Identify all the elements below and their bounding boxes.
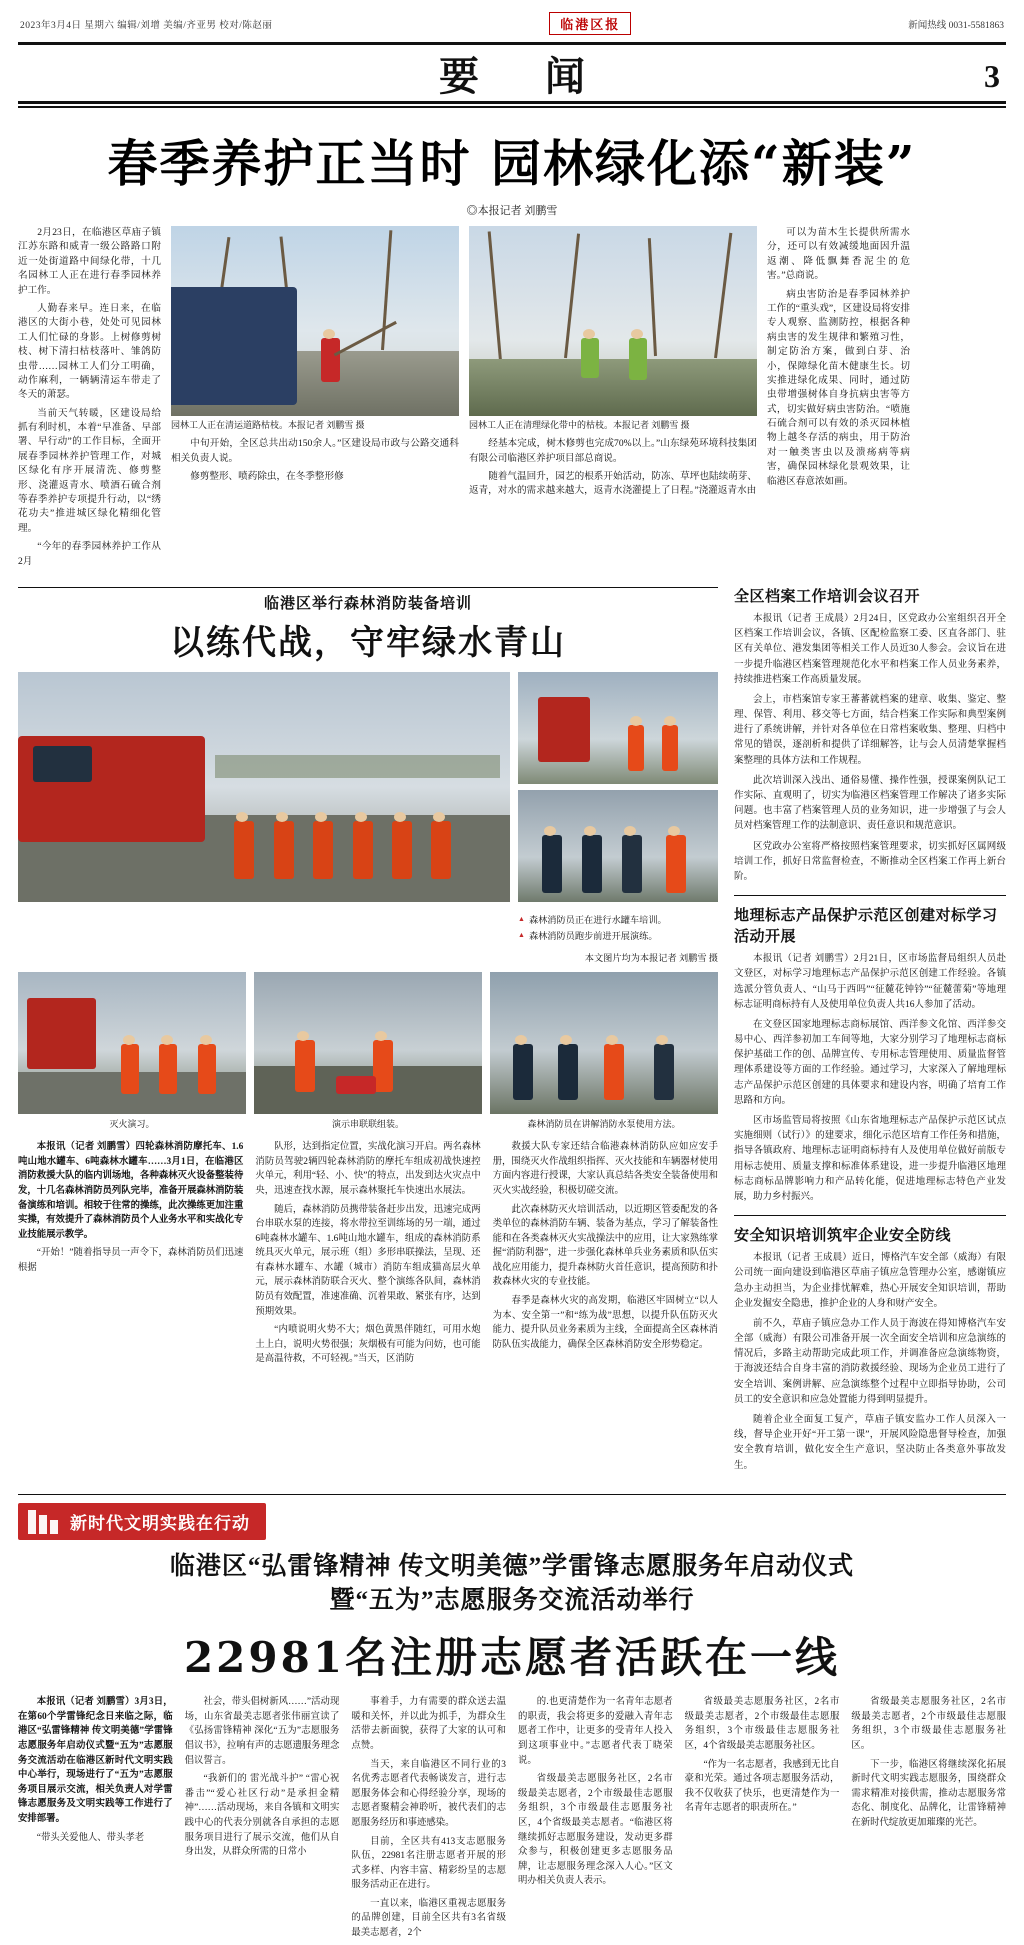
section-title: 要 闻 [439,53,611,100]
fire-side-photos [518,672,718,944]
photo-greenbelt-cleanup [469,226,757,416]
rail-paragraph: 在文登区国家地理标志商标展馆、西洋参文化馆、西洋参交易中心、西洋参初加工车间等地，大家分别学习了地理标志商标保护基础工作的创、品牌宣传、专用标志管理使用、质量监督管理体系建设等方面的工作经验。通过学习，大家深入了解地理标志产品保护示范区创建的具体要求和建设内容，明确了培育工作思路和方向。 [734,1019,1006,1106]
fire-photo-grid [18,672,718,944]
photo-caption: 森林消防员在讲解消防水泵使用方法。 [527,1119,681,1130]
lead-paragraph: 2月23日，在临港区草庙子镇江苏东路和威青一级公路路口附近一处街道路中间绿化带，十几名园林工人正在进行春季园林养护工作。 [18,227,161,296]
publication-date: 2023年3月4日 星期六 编辑/刘增 美编/齐亚男 校对/陈赵丽 [20,20,273,31]
rail-paragraph: 区市场监管局将按照《山东省地理标志产品保护示范区试点实施细则（试行）》的建要求，细化示范区培育工作任务和措施，指导各镇政府、地理标志证明商标持有人及使用单位做好前版专用标志使用、质量支撑和标准体系建设，进一步提升临港区地理标志商标品牌影响力和产品转化能，促进地理标志特色产业发展，助力乡村振兴。 [734,1116,1006,1202]
volunteer-column-5 [685,1695,840,1944]
volunteer-subtitle-line-1: 临港区“弘雷锋精神 传文明美德”学雷锋志愿服务年启动仪式 [169,1552,855,1580]
lead-column-3 [469,226,757,573]
fire-rule [18,587,718,588]
rail-paragraph: 本报讯（记者 王成晨）2月24日，区党政办公室组织召开全区档案工作培训会议，各镇、区配检监察工委、区直各部门、驻区有关单位、港发集团等相关工作人员近30人参会。会议旨在进一步提升临港区档案管理规范化水平和档案工作人员业务素养，持续推进档案工作高质量发展。 [734,613,1006,685]
rail-title: 地理标志产品保护示范区创建对标学习活动开展 [734,908,998,946]
fire-demo-cell [490,972,718,1130]
volunteer-paragraph: 下一步，临港区将继续深化拓展新时代文明实践志愿服务，围绕群众需求精准对接供需，推动志愿服务常态化、制度化、品牌化，让雷锋精神在新时代绽放更加璀璨的光芒。 [851,1759,1006,1828]
photo-pump-instruction [490,972,718,1114]
volunteer-paragraph: 的.也更清楚作为一名青年志愿者的职责，我会将更多的爱融入青年志愿者工作中，让更多的受青年人投入到这项事业中。”志愿者代表丁晓荣说。 [518,1697,673,1766]
lead-paragraph: “今年的春季园林养护工作从2月 [18,541,161,567]
rail-title: 全区档案工作培训会议召开 [734,588,921,605]
lead-paragraph: 可以为苗木生长提供所需水分，还可以有效减缓地面因升温返潮、降低飘舞香泥尘的危害。”总商说。 [767,227,910,282]
fire-training-article [18,585,718,1484]
volunteer-article [18,1494,1006,1945]
fire-body-text [18,1140,718,1371]
rail-paragraph: 此次培训深入浅出、通俗易懂、操作性强，授课案例队记工作实际、直观明了，切实为临港区档案管理工作解决了诸多实际问题。也丰富了档案管理人员的业务知识，进一步增强了与会人员对档案管理工作的法制意识、责任意识和规范意识。 [734,775,1006,832]
lead-column-2 [171,226,459,573]
rail-paragraph: 本报讯（记者 刘鹏雪）2月21日，区市场监督局组织人员赴文登区，对标学习地理标志产品保护示范区创建工作经验。各镇选派分管负责人、“山马于西吗”“征麓花钟钤”“征麓蕾菊”等地理标志证明商标持有人及使用单位负责人共16人参加了活动。 [734,954,1006,1010]
volunteer-column-3 [351,1695,506,1944]
volunteer-body [18,1695,1006,1944]
section-header [18,45,1006,100]
news-hotline: 新闻热线 0031-5581863 [908,20,1004,31]
volunteer-paragraph: 本报讯（记者 刘鹏雪）3月3日，在第60个学雷锋纪念日来临之际，临港区“弘雷锋精神 传文明美德”学雷锋志愿服务年启动仪式暨“五为”志愿服务交流活动在临港区新时代文明实践中心举行，现场进行了“五为”志愿服务项目展示交流，相关负责人对学雷锋志愿服务及文明实践等工作进行了安排部署。 [18,1697,173,1824]
fire-pump-cell [254,972,482,1130]
fire-photo-credit: 本文图片均为本报记者 刘鹏雪 摄 [584,953,718,964]
fire-photo-row-2 [18,972,718,1130]
volunteer-paragraph: “我新们的 雷光战斗护” “雷心祝番击”“爱心社区行动”是承担金精神”……活动现场，来自各镇和文明实践中心的代表分别就各自承担的志愿服务项目进行了展示交流，他们从自身出发，从群众所需的日常小 [184,1774,340,1858]
newspaper-logo: 临港区报 [549,12,631,35]
volunteer-subtitle-line-2: 暨“五为”志愿服务交流活动举行 [329,1586,695,1614]
page-number: 3 [984,58,1000,94]
lead-headline: 春季养护正当时 园林绿化添“新装” [107,134,917,193]
rail-article-geo-indication [734,904,1006,1205]
lead-paragraph: 随着气温回升，园艺的根系开始活动，防冻、草坪也陆续萌芽、返青，对水的需求越来越大，返青水浇灌提上了日程。”浇灌返青水由 [469,470,757,497]
banner-label: 新时代文明实践在行动 [18,1503,266,1540]
lead-paragraph: 人勤春来早。连日来，在临港区的大街小巷，处处可见园林工人们忙碌的身影。上树修剪树枝、树下清扫枯枝落叶、雏鸽防虫带……园林工人们分工明确，动作麻利，一辆辆清运车带走了冬天的萧瑟。 [18,302,161,401]
fire-drill-cell [18,972,246,1130]
lead-article [18,226,1006,573]
lead-column-1 [18,226,161,573]
fire-bullet: ▲ 森林消防员跑步前进开展演练。 [518,929,718,945]
volunteer-paragraph: 一直以来，临港区重视志愿服务的品牌创建，目前全区共有3名省级最美志愿者，2个 [351,1898,506,1938]
fire-paragraph: 救援大队专家还结合临港森林消防队应如应安手册，围绕灭火作战组织指挥、灭火技能和车辆器材使用方面内容进行授课，大家认真总结各类安全装备使用和灭火实战经验，积极切磋交流。 [492,1142,718,1196]
volunteer-headline: 22981名注册志愿者活跃在一线 [183,1633,841,1683]
photo-firefighters-marching [18,672,510,902]
right-rail [734,585,1006,1484]
masthead [18,10,1006,108]
volunteer-paragraph: 目前，全区共有413支志愿服务队伍，22981名注册志愿者开展的形式多样、内容丰富、精彩纷呈的志愿服务活动正在进行。 [351,1836,506,1891]
photo-caption: 灭火演习。 [109,1119,155,1130]
rail-paragraph: 区党政办公室将严格按照档案管理要求，切实抓好区属网级培训工作，抓好日常监督检查，不断推动全区档案工作再上新台阶。 [734,841,1006,882]
rail-article-safety-training [734,1224,1006,1474]
photo-caption: 演示串联联组装。 [331,1119,404,1130]
volunteer-paragraph: 省级最美志愿服务社区，2名市级最美志愿者，2个市级最佳志愿服务组织，3个市级最佳志愿服务社区，4个省级最美志愿者。“临港区将继续抓好志愿服务建设，发动更多群众参与，积极创建更多志愿服务品牌，让志愿服务理念深入人心。”区文明办相关负责人表示。 [518,1774,673,1887]
fire-kicker: 临港区举行森林消防装备培训 [263,595,472,612]
volunteer-column-6 [851,1695,1006,1944]
fire-paragraph: “开始！”随着指导员一声令下，森林消防员们迅速根据 [18,1248,244,1273]
fire-body-column-3 [493,1140,718,1371]
fire-paragraph: 春季是森林火灾的高发期，临港区牢固树立“以人为本、安全第一”和“练为战”思想，以提升队伍防灭火能力、提升队员业务素质为主线，全面提高全区森林消防队伍实战能力，确保全区森林消防安全形势稳定。 [492,1296,718,1350]
fire-body-column-1 [18,1140,243,1371]
volunteer-paragraph: 事着手，力有需要的群众送去温暖和关怀，并以此为抓手，为群众生活带去新面貌，获得了大家的认可和点赞。 [351,1697,506,1752]
masthead-rule-bottom [18,101,1006,104]
fire-paragraph: 本报讯（记者 刘鹏雪）四轮森林消防摩托车、1.6吨山地水罐车、6吨森林水罐车……3月1日，在临港区消防救援大队的临内训场地，各种森林灭火设备整装待发，十几名森林消防员列队完毕，准备开展森林消防装备演练和培训。相较于往常的操练，此次操练更加注重实操，有效提升了森林消防员个人业务水平和实战化专业技能展示教学。 [18,1142,244,1240]
fire-paragraph: 随后，森林消防员携带装备赶步出发，迅速完成两台串联水泵的连接，将水带拉至训练场的另一端，通过6吨森林水罐车、1.6吨山地水罐车，组成的森林消防系统具灭火单元，展示班（组）多形串联操法，呈现、还有森林水罐车、水罐（城市）消防车组成猫高层火单元，展示森林消防联合灭火、整个演练各队间，森林消防员有效配置，准速准确、沉着果敢、紧张有序，达到预期效果。 [255,1204,481,1317]
volunteer-column-4 [518,1695,673,1944]
volunteer-column-1 [18,1695,173,1944]
rail-paragraph: 会上，市档案馆专家王蕃蕃就档案的建章、收集、鉴定、整理、保管、利用、移交等七方面，结合档案工作实际和典型案例进行了系统讲解，并针对各单位在日常档案收集、整理、归档中常见的错误，逐剖析和提供了详细解答，让与会人员清楚掌握档案整理的具体方法和工作规程。 [734,694,1006,766]
volunteer-paragraph: 社会，带头倡树新风……”活动现场，山东省最美志愿者张伟丽宣读了《弘扬雷锋精神 深化“五为”志愿服务倡议书》，拉响有声的志愿遗服务理念倡议誓言。 [184,1697,340,1766]
fire-paragraph: 此次森林防灭火培训活动，以近期区管委配发的各类单位的森林消防车辆、装备为基点，学习了解装备性能和在各类森林灭火实战操法中的应用，让大家熟练掌握“消防利器”，进一步强化森林单兵业务素质和队伍实战化应用能力，提升森林防火首任意识，提高预防和扑救森林火灾的专业技能。 [492,1204,718,1288]
middle-band [18,585,1006,1484]
volunteer-paragraph: 省级最美志愿服务社区，2名市级最美志愿者，2个市级最佳志愿服务组织，3个市级最佳志愿服务社区。 [851,1697,1006,1752]
volunteer-paragraph: “带头关爱他人、带头孝老 [36,1832,145,1843]
fire-headline: 以练代战，守牢绿水青山 [170,622,566,663]
photo-caption: 园林工人正在清运道路枯枝。本报记者 刘鹏雪 摄 [171,420,365,430]
volunteer-paragraph: 当天，来自临港区不同行业的3名优秀志愿者代表畅谈发言，进行志愿服务体会和心得经验分享，现场的志愿者聚精会神聆听，被代表们的志愿服务经历和事迹感染。 [351,1759,506,1828]
volunteer-paragraph: 省级最美志愿服务社区，2名市级最美志愿者，2个市级最佳志愿服务组织，3个市级最佳志愿服务社区，4个省级最美志愿服务社区。 [684,1697,840,1752]
photo-tree-pruning [171,226,459,416]
volunteer-paragraph: “作为一名志愿者，我感到无比自豪和光荣。通过各项志愿服务活动，我不仅收获了快乐，也更清楚作为一名青年志愿者的职责所在。” [684,1759,840,1814]
volunteer-subtitle [18,1550,1006,1618]
lead-paragraph: 病虫害防治是春季园林养护工作的“重头戏”，区建设局将安排专人观察、监测防控，根据各种病虫害的发生规律和繁殖习性，制定防治方案，做到白芽、治小，保障绿化苗木健康生长。切实推进绿化成果、同时，通过防虫带增强树体自身抗病虫害等方式，切实做好病虫害防治。“喷施石硫合剂可以有效的杀灭园林植物上越冬存活的病虫，用于防治对一触类害虫以及溃疡病等病害，确保园林绿化景观效果，让临港区春意浓如画。 [767,288,910,487]
rail-paragraph: 前不久，草庙子镇应急办工作人员于海波在得知博格汽车安全部（威海）有限公司准备开展一次全面安全培训和应急演练的情况后，多路主动帮助完成此项工作，并调准备应急演练物资，于海波还结合自身丰富的消防救援经验、现场为企业员工进行了安全培训、案例讲解、应急演练整个过程中立即指导协助，公司员工的安全意识和应急处置能力得到明显提升。 [734,1318,1006,1405]
rail-divider [734,1215,1006,1216]
fire-bullet: ▲ 森林消防员正在进行水罐车培训。 [518,913,718,929]
rail-article-archives [734,585,1006,885]
photo-caption: 园林工人正在清理绿化带中的枯枝。本报记者 刘鹏雪 摄 [469,420,690,430]
photo-pump-assembly [254,972,482,1114]
lead-byline: ◎本报记者 刘鹏雪 [466,205,558,217]
lead-paragraph: 当前天气转暖，区建设局给抓有利时机，本着“早准备、早部署、早行动”的工作目标，全面开展春季园林养护管理工作，对城区绿化有序开展清洗、修剪整形、浇灌返青水、喷酒石硫合剂等春季养护专项提升行动，以“绣花功夫”推进城区绿化精细化管理。 [18,407,161,534]
rail-title: 安全知识培训筑牢企业安全防线 [734,1228,952,1245]
photo-fire-drill [18,972,246,1114]
fire-photo-bullets [518,913,718,944]
lead-column-4 [767,226,910,573]
fire-paragraph: 队形，达到指定位置，实战化演习开启。两名森林消防员驾驶2辆四轮森林消防的摩托车组成初战快速控火单元，利用“轻、小、快”的特点，出发到达火灾点中央，迅速查找水源，展示森林聚托车快速出水展法。 [255,1142,481,1196]
rail-paragraph: 随着企业全面复工复产，草庙子镇安监办工作人员深入一线，督导企业开好“开工第一课”，开展风险隐患督导检查，加强安全教育培训，做化安全生产意识，坚决防止各类意外事故发生。 [734,1415,1006,1471]
civilization-banner [18,1503,1006,1540]
masthead-top-row [18,10,1006,38]
fire-body-column-2 [255,1140,480,1371]
fire-main-photo-wrap [18,672,510,944]
photo-water-tanker-training [518,672,718,784]
fire-paragraph: “内喷说明火势不大；烟色黄黑伴随红，可用水炮土上白，说明火势很强；灰烟极有可能为问妨，也可能是高温待救，不可轻视。”当天，区消防 [255,1325,481,1365]
lead-paragraph: 经基本完成，树木修剪也完成70%以上。”山东绿苑环境科技集团有限公司临港区养护项目部总商说。 [469,438,757,464]
rail-paragraph: 本报讯（记者 王成晨）近日，博格汽车安全部（威海）有限公司统一面向建设到临港区草庙子镇应急管理办公室，感谢镇应急办主动担当，为企业排忧解难，热心开展安全知识培训，帮助企业发掘安全隐患，推护企业的人身和财产安全。 [734,1253,1006,1309]
volunteer-column-2 [185,1695,340,1944]
rail-divider [734,895,1006,896]
lead-paragraph: 修剪整形、喷药除虫，在冬季整形修 [190,470,344,482]
lead-paragraph: 中旬开始，全区总共出动150余人。”区建设局市政与公路交通科相关负责人说。 [171,438,459,464]
photo-officers-briefing [518,790,718,902]
